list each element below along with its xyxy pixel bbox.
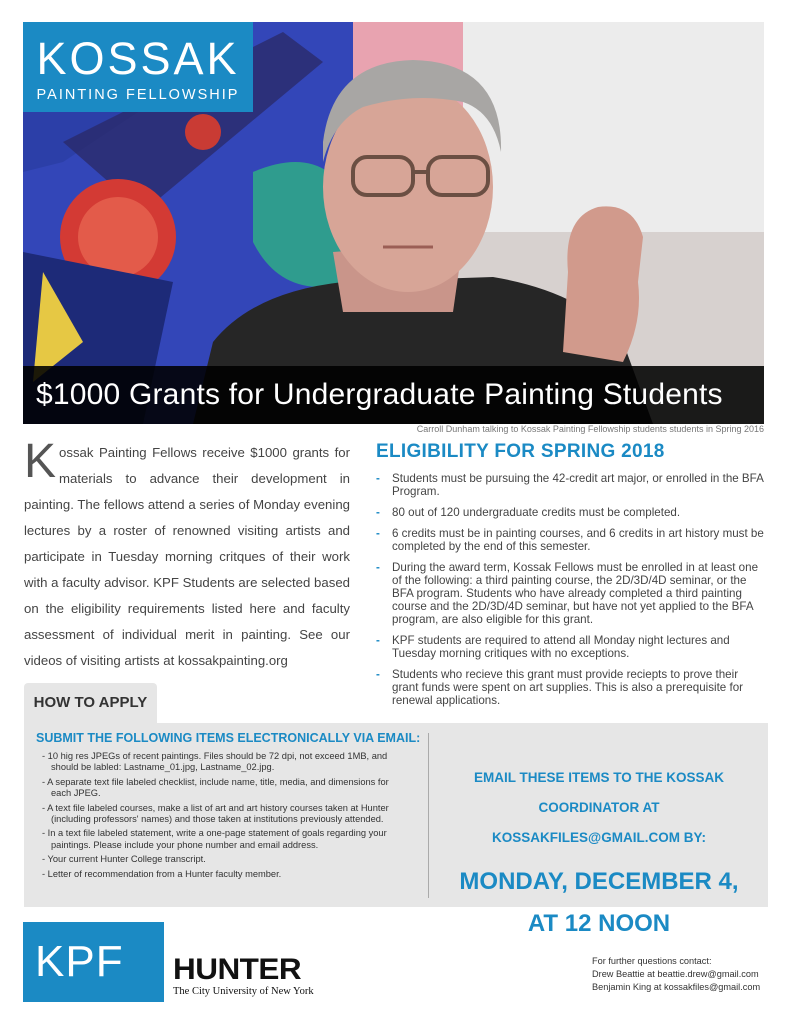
eligibility-list [374, 472, 766, 715]
intro-paragraph [24, 435, 350, 674]
panel-divider [428, 733, 429, 898]
contact-intro: For further questions contact: [592, 956, 712, 966]
kpf-logo: KPF [23, 922, 164, 1002]
hunter-logo [173, 953, 314, 997]
contact-drew[interactable]: Drew Beattie at beattie.drew@gmail.com [592, 969, 759, 979]
eligibility-item: - Students must be pursuing the 42-credit art major, or enrolled in the BFA Program. [374, 472, 766, 498]
submit-item: - Letter of recommendation from a Hunter faculty member. [42, 868, 282, 879]
submit-title: SUBMIT THE FOLLOWING ITEMS ELECTRONICALLY VIA EMAIL: [36, 731, 421, 745]
eligibility-title: ELIGIBILITY FOR SPRING 2018 [376, 441, 665, 462]
eligibility-item: - Students who recieve this grant must provide reciepts to prove their grant funds were spent on art supplies. This is also a prerequisite for renewal applications. [374, 668, 766, 707]
submit-list [42, 751, 402, 883]
submit-item: - A text file labeled courses, make a list of art and art history courses taken at Hunter (including professors' names) and those taken at institutions previously attended. [42, 802, 389, 825]
intro-dropcap: K [24, 435, 57, 488]
kossak-brand-box [23, 22, 253, 112]
apply-panel [24, 723, 768, 937]
how-to-apply-tab: HOW TO APPLY [24, 683, 157, 723]
eligibility-item: - 80 out of 120 undergraduate credits must be completed. [374, 506, 766, 519]
brand-title: KOSSAK [36, 33, 240, 84]
eligibility-item: - 6 credits must be in painting courses, and 6 credits in art history must be completed by the end of this semester. [374, 527, 766, 553]
deadline-date: MONDAY, DECEMBER 4, [459, 868, 739, 895]
deadline-time: AT 12 NOON [527, 910, 671, 937]
submit-item: - 10 hig res JPEGs of recent paintings. Files should be 72 dpi, not exceed 1MB, and should be labled: Lastname_01.jpg, Lastname_02.jpg. [42, 751, 388, 773]
photo-caption: Carroll Dunham talking to Kossak Painting Fellowship students students in Spring 2016 [416, 424, 764, 434]
submit-item: - In a text file labeled statement, write a one-page statement of goals regarding your paintings. Please include your phone number and email address. [42, 828, 387, 850]
contact-benjamin[interactable]: Benjamin King at kossakfiles@gmail.com [592, 982, 761, 992]
submit-item: - A separate text file labeled checklist, include name, title, media, and dimensions for each JPEG. [42, 776, 389, 799]
hunter-wordmark: HUNTER [173, 953, 302, 986]
brand-subtitle: PAINTING FELLOWSHIP [36, 87, 240, 103]
hunter-tagline: The City University of New York [173, 986, 314, 997]
email-instruction-line: EMAIL THESE ITEMS TO THE KOSSAK COORDINATOR AT [473, 770, 725, 815]
email-address[interactable]: KOSSAKFILES@GMAIL.COM BY: [492, 830, 706, 845]
contact-block [592, 955, 760, 994]
email-instructions [436, 763, 762, 939]
headline-bar [23, 366, 764, 424]
eligibility-item: - KPF students are required to attend all Monday night lectures and Tuesday morning critiques with no exceptions. [374, 634, 766, 660]
intro-text: ossak Painting Fellows receive $1000 grants for materials to advance their development in painting. The fellows attend a series of Monday evening lectures by a roster of renowned visiting artists and participate in Tuesday morning critques of their work with a faculty advisor. KPF Students are selected based on the eligibility requirements listed here and faculty assessment of individual merit in painting. See our videos of visiting artists at kossakpainting.org [24, 445, 350, 668]
eligibility-item: - During the award term, Kossak Fellows must be enrolled in at least one of the following: a third painting course, the 2D/3D/4D seminar, or the BFA program. Students who have already completed a third painting course and the 2D/3D/4D seminar, but have not yet applied to the BFA program, are also eligible for this grant. [374, 561, 766, 626]
headline: $1000 Grants for Undergraduate Painting Students [36, 378, 723, 411]
submit-item: - Your current Hunter College transcript. [42, 854, 206, 865]
